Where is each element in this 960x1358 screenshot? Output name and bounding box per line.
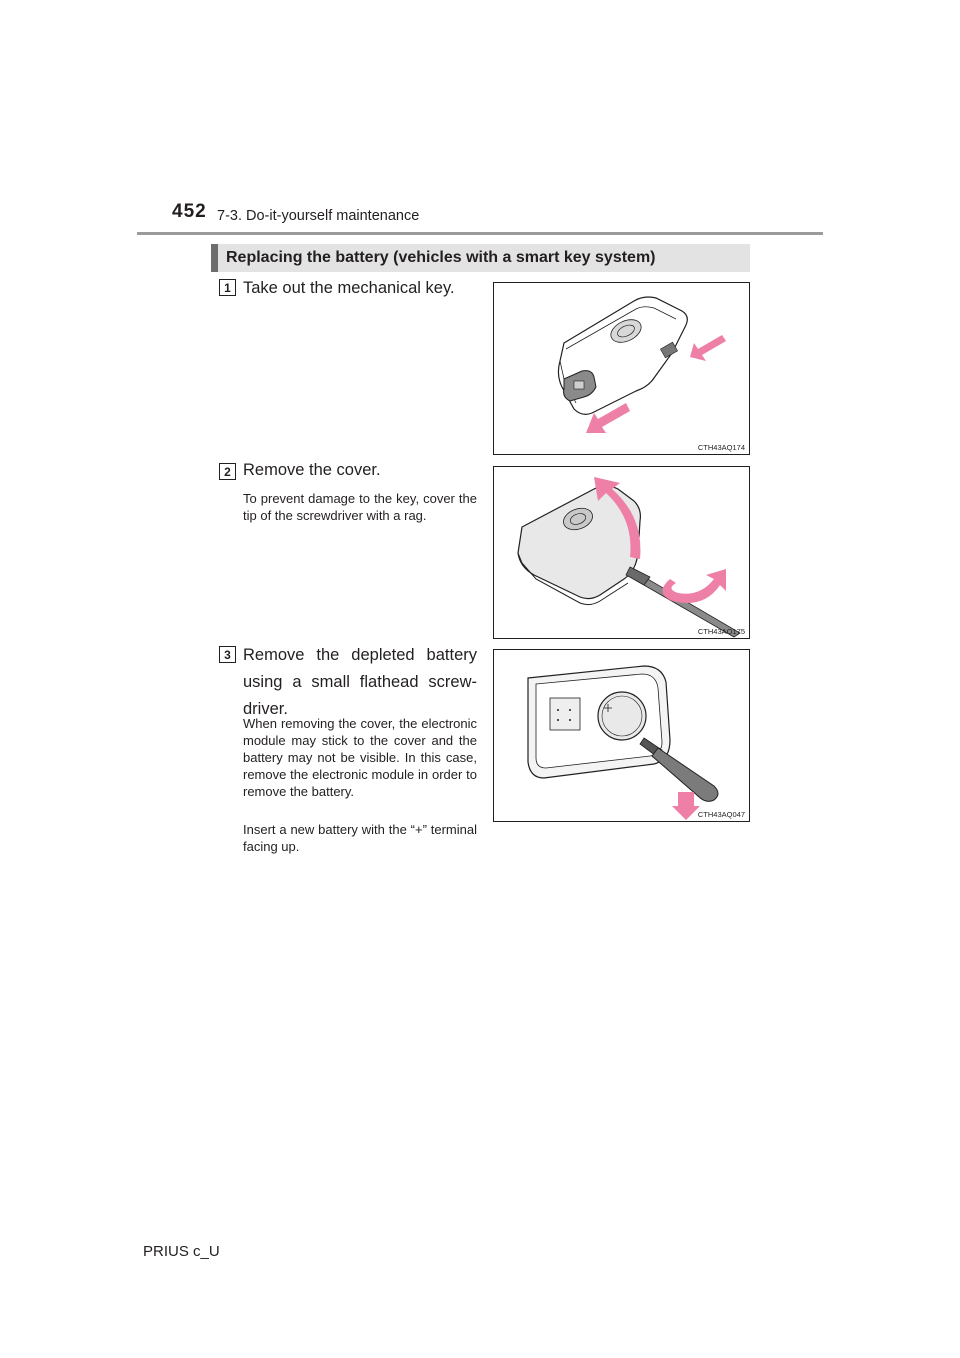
step-note-3b: Insert a new battery with the “+” terminal facing up. <box>243 822 477 854</box>
section-title: 7-3. Do-it-yourself maintenance <box>217 208 420 224</box>
figure-remove-mechanical-key <box>493 282 750 455</box>
step-title-3: Remove the depleted battery using a small flathead screw-driver. <box>243 646 477 718</box>
section-heading <box>211 244 750 272</box>
battery-removal-illustration <box>494 650 749 821</box>
step-number-2: 2 <box>219 463 236 480</box>
step-number-1: 1 <box>219 279 236 296</box>
heading-accent-bar <box>211 244 218 272</box>
figure-remove-cover <box>493 466 750 639</box>
heading-text: Replacing the battery (vehicles with a smart key system) <box>226 249 656 266</box>
header-rule <box>137 232 823 235</box>
step-title-1: Take out the mechanical key. <box>243 279 455 297</box>
figure-code-2: CTH43AQ175 <box>697 627 745 636</box>
figure-code-3: CTH43AQ047 <box>697 810 745 819</box>
figure-remove-battery <box>493 649 750 822</box>
model-label: PRIUS c_U <box>143 1243 220 1260</box>
step-note-3a: When removing the cover, the electronic module may stick to the cover and the battery may not be visible. In this case, remove the electronic module in order to remove the battery. <box>243 716 477 799</box>
figure-code-1: CTH43AQ174 <box>697 443 745 452</box>
cover-removal-illustration <box>494 467 749 638</box>
step-note-2: To prevent damage to the key, cover the tip of the screwdriver with a rag. <box>243 491 477 523</box>
page-number: 452 <box>172 201 207 222</box>
step-title-2: Remove the cover. <box>243 461 381 479</box>
smart-key-illustration <box>494 283 749 454</box>
step-number-3: 3 <box>219 646 236 663</box>
